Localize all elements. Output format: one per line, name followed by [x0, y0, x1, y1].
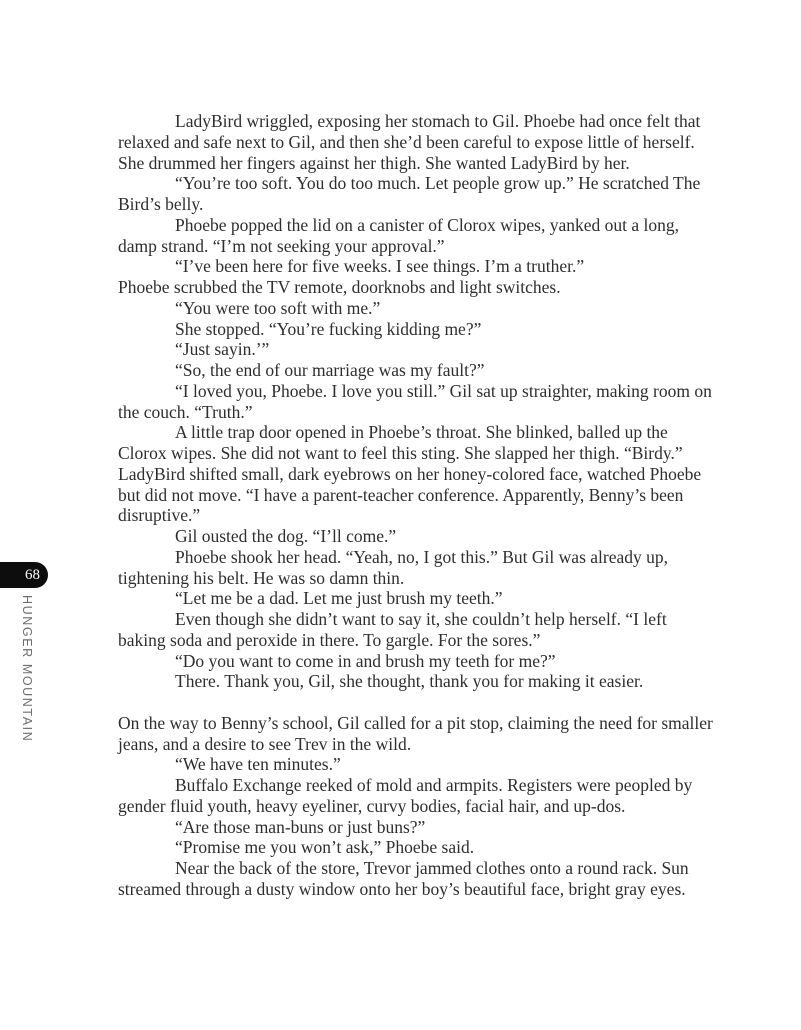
text-line: Phoebe shook her head. “Yeah, no, I got this.” But Gil was already up,: [175, 546, 668, 567]
text-line: “Are those man-buns or just buns?”: [175, 816, 426, 837]
text-line: Bird’s belly.: [118, 194, 204, 214]
text-line: Buffalo Exchange reeked of mold and armpits. Registers were peopled by: [175, 775, 693, 795]
text-line: damp strand. “I’m not seeking your approval.”: [118, 235, 445, 256]
text-line: “You were too soft with me.”: [175, 297, 381, 318]
text-line: Phoebe scrubbed the TV remote, doorknobs and light switches.: [118, 277, 561, 297]
section-break: [118, 692, 718, 713]
text-line: She stopped. “You’re fucking kidding me?”: [175, 318, 482, 339]
text-line: A little trap door opened in Phoebe’s throat. She blinked, balled up the: [175, 422, 668, 443]
page-number-tab: [0, 562, 48, 588]
text-line: “Just sayin.’”: [175, 339, 270, 360]
text-line: There. Thank you, Gil, she thought, thank you for making it easier.: [175, 671, 644, 692]
text-line: LadyBird wriggled, exposing her stomach to Gil. Phoebe had once felt that: [175, 111, 701, 131]
text-line: “I loved you, Phoebe. I love you still.” Gil sat up straighter, making room on: [175, 380, 712, 401]
text-line: “You’re too soft. You do too much. Let people grow up.” He scratched The: [175, 173, 701, 194]
text-line: She drummed her fingers against her thigh. She wanted LadyBird by her.: [118, 152, 630, 173]
text-line: Phoebe popped the lid on a canister of Clorox wipes, yanked out a long,: [175, 214, 679, 235]
text-line: relaxed and safe next to Gil, and then she’d been careful to expose little of herself.: [118, 131, 695, 152]
story-text: [118, 111, 718, 900]
text-line: “I’ve been here for five weeks. I see things. I’m a truther.”: [175, 256, 585, 277]
journal-title-vertical: HUNGER MOUNTAIN: [20, 595, 34, 743]
text-line: baking soda and peroxide in there. To gargle. For the sores.”: [118, 629, 541, 650]
text-line: but did not move. “I have a parent-teacher conference. Apparently, Benny’s been: [118, 484, 684, 505]
text-line: gender fluid youth, heavy eyeliner, curvy bodies, facial hair, and up-dos.: [118, 795, 626, 816]
text-line: jeans, and a desire to see Trev in the wild.: [118, 733, 412, 754]
text-line: “So, the end of our marriage was my fault?”: [175, 360, 485, 380]
text-line: the couch. “Truth.”: [118, 401, 253, 422]
text-line: On the way to Benny’s school, Gil called for a pit stop, claiming the need for smaller: [118, 712, 713, 733]
text-line: “We have ten minutes.”: [175, 754, 341, 775]
text-line: “Do you want to come in and brush my teeth for me?”: [175, 650, 556, 671]
text-line: LadyBird shifted small, dark eyebrows on her honey-colored face, watched Phoebe: [118, 463, 702, 484]
text-line: tightening his belt. He was so damn thin.: [118, 567, 405, 588]
text-line: Near the back of the store, Trevor jammed clothes onto a round rack. Sun: [175, 858, 689, 878]
page-number: 68: [25, 566, 40, 583]
text-line: streamed through a dusty window onto her boy’s beautiful face, bright gray eyes.: [118, 878, 686, 899]
text-line: disruptive.”: [118, 505, 201, 526]
text-line: Even though she didn’t want to say it, she couldn’t help herself. “I left: [175, 609, 667, 629]
text-line: Gil ousted the dog. “I’ll come.”: [175, 526, 397, 546]
text-line: Clorox wipes. She did not want to feel this sting. She slapped her thigh. “Birdy.”: [118, 443, 683, 463]
text-line: “Let me be a dad. Let me just brush my teeth.”: [175, 588, 503, 609]
text-line: “Promise me you won’t ask,” Phoebe said.: [175, 837, 475, 858]
